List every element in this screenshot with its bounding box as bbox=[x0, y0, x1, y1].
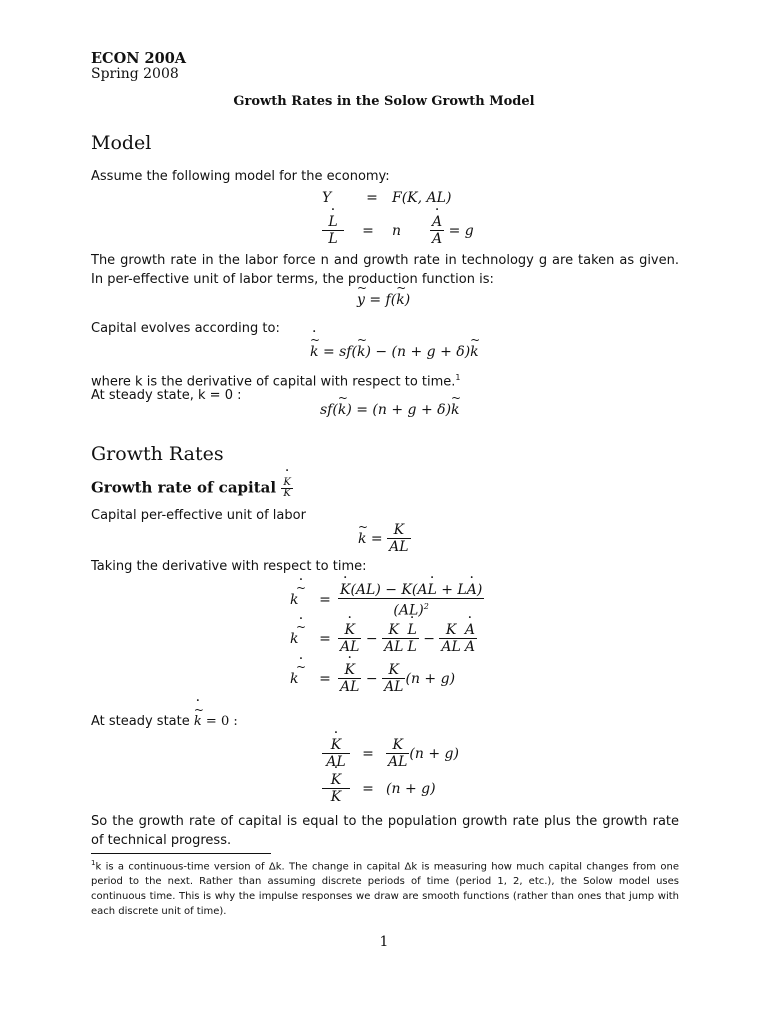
footnote-divider bbox=[91, 853, 271, 854]
equation-derivative-3: ~ k · = $\frac{K \cdot}{AL}$ − $\frac{K}{AL}$ (n + g) bbox=[290, 662, 455, 695]
paragraph-given: The growth rate in the labor force n and growth rate in technology g are taken as given. In per-effective unit of labor terms, the production function is: bbox=[91, 253, 679, 287]
capital-per-unit-text: Capital per-effective unit of labor bbox=[91, 508, 306, 523]
equation-derivative-1: ~ k · = $\frac{K \cdot(AL) - K(AL \cdot + LA \cdot)}{(AL)^2}$ bbox=[290, 582, 484, 619]
equation-intensive-production: ~ y = f(~ k) bbox=[357, 292, 410, 308]
conclusion-text: So the growth rate of capital is equal to the population growth rate plus the growth rate of technical progress. bbox=[91, 814, 679, 848]
equation-capital-accumulation: ~ k · = sf(~ k) − (n + g + δ)~ k bbox=[310, 344, 479, 360]
document-title: Growth Rates in the Solow Growth Model bbox=[233, 94, 535, 109]
equation-production: Y = F(K, AL) bbox=[322, 190, 452, 206]
footnote-number: 1 bbox=[91, 859, 96, 867]
subsection-heading: Growth rate of capital $\frac{K \cdot}{K}$ bbox=[91, 478, 293, 499]
section-heading-growth-rates: Growth Rates bbox=[91, 443, 224, 465]
steady-state-text: At steady state, k = 0 : bbox=[91, 388, 242, 403]
page-number: 1 bbox=[379, 934, 389, 950]
course-code: ECON 200A bbox=[91, 50, 187, 67]
course-term: Spring 2008 bbox=[91, 66, 179, 82]
steady-state-k-text: At steady state ~ k · = 0 : bbox=[91, 712, 679, 731]
equation-steady-2: $\frac{K \cdot}{K}$ = (n + g) bbox=[322, 772, 436, 805]
equation-derivative-2: ~ k · = $\frac{K \cdot}{AL}$ − $\frac{K}{AL}$ $\frac{L \cdot}{L}$ − $\frac{K}{AL}$ $\frac{A \cdot}{A}$ bbox=[290, 622, 477, 655]
equation-steady-state: sf(~ k) = (n + g + δ)~ k bbox=[320, 402, 460, 418]
equation-k-tilde: ~ k = $\frac{K}{AL}$ bbox=[358, 522, 411, 555]
footnote: $^1$k is a continuous-time version of Δk. The change in capital Δk is measuring how much capital changes from one period to the next. Rather than assuming discrete periods of time (period 1, 2, etc.), the Solow model uses continuous time. This is why the impulse responses we draw are smooth functions (rather than ones that jump with each discrete unit of time). bbox=[91, 859, 679, 918]
derivative-note: where k is the derivative of capital with respect to time.$^1$ bbox=[91, 373, 461, 390]
footnote-marker[interactable]: 1 bbox=[455, 373, 461, 382]
equation-steady-1: $\frac{K \cdot}{AL}$ = $\frac{K}{AL}$ (n + g) bbox=[322, 737, 459, 770]
capital-evolves-text: Capital evolves according to: bbox=[91, 321, 280, 336]
taking-derivative-text: Taking the derivative with respect to time: bbox=[91, 559, 367, 574]
section-heading-model: Model bbox=[91, 132, 152, 154]
equation-growth-rates: $\frac{L \cdot}{L}$ = n $\frac{A \cdot}{A}$ = g bbox=[322, 214, 474, 247]
model-intro: Assume the following model for the economy: bbox=[91, 169, 390, 184]
